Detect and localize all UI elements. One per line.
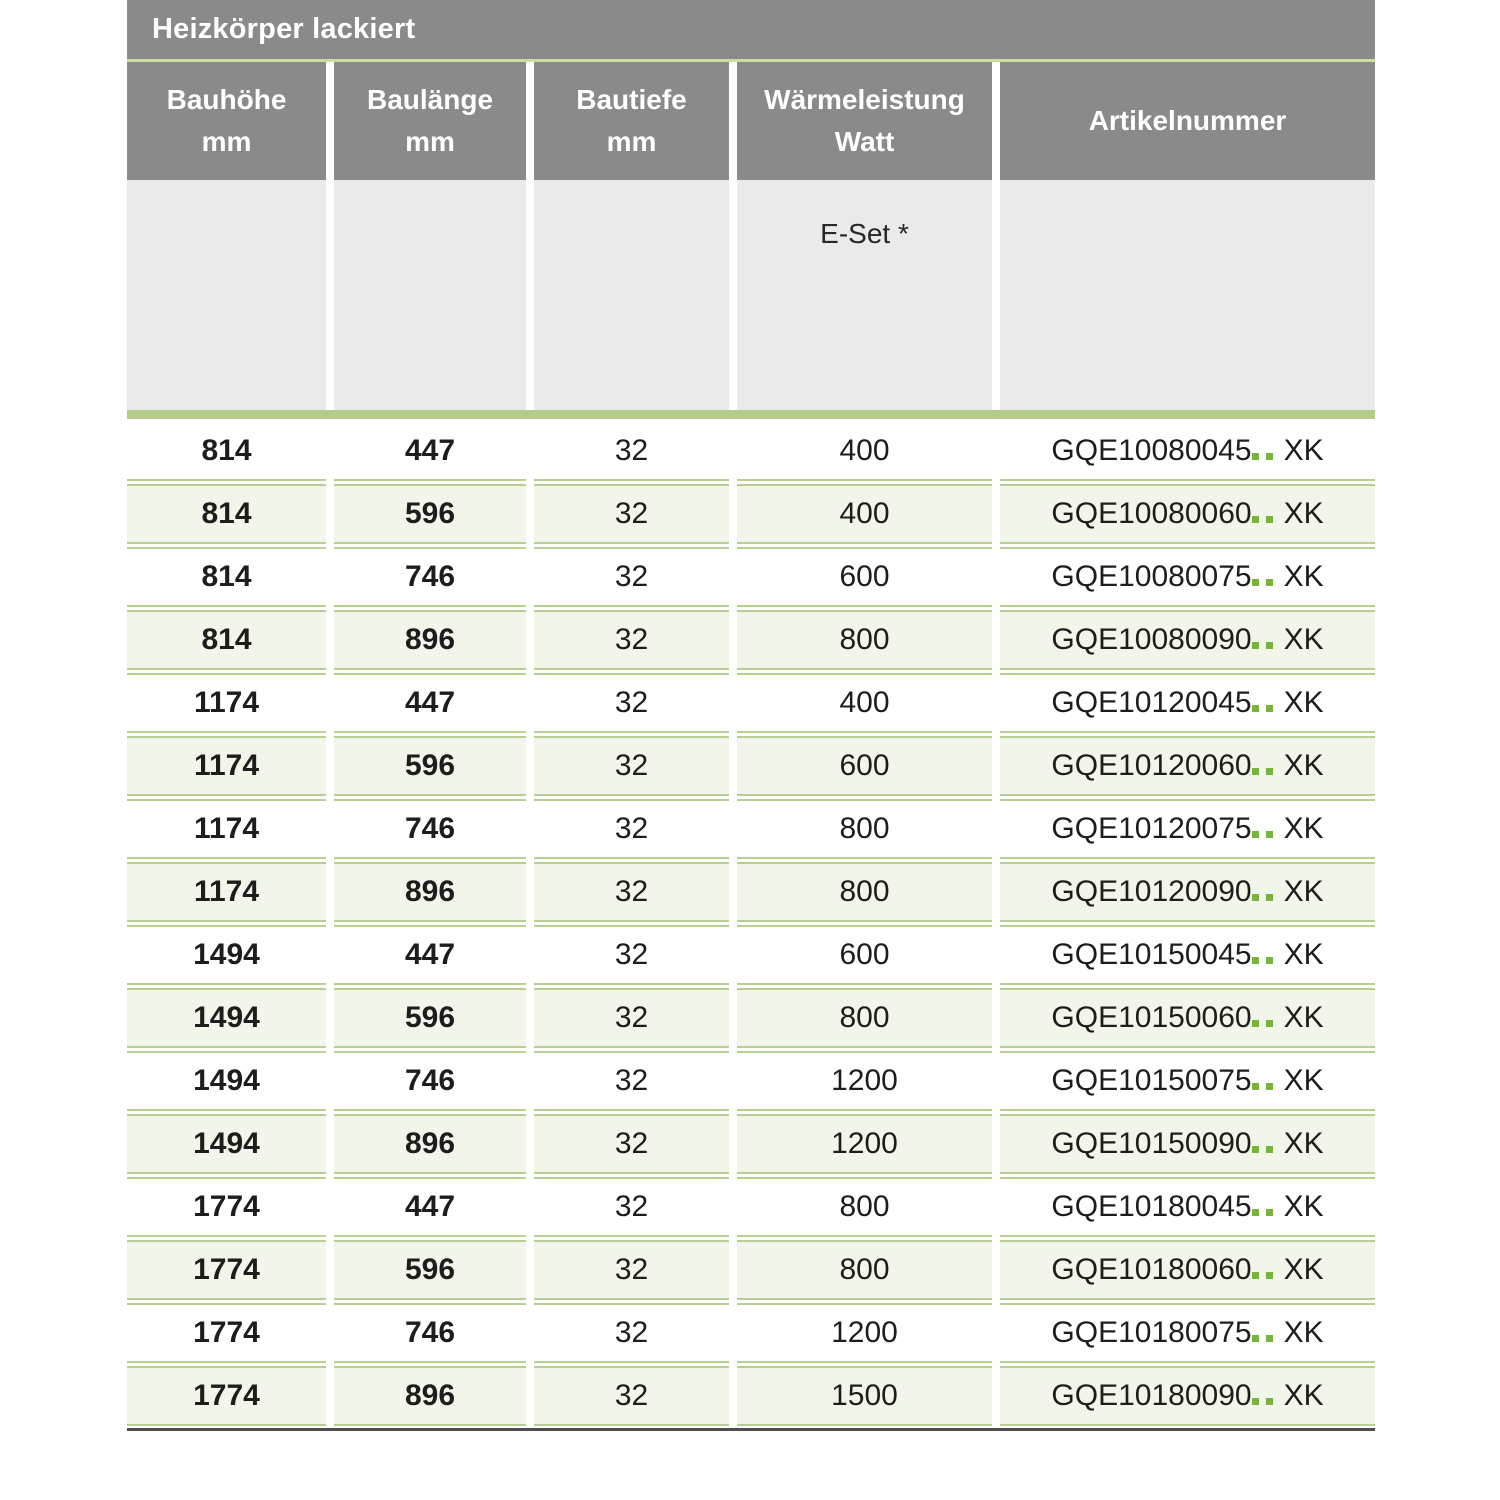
article-number: GQE10180045 XK [1051, 1190, 1324, 1223]
cell-bautiefe: 32 [534, 547, 729, 607]
cell-bautiefe: 32 [534, 673, 729, 733]
table-row [127, 673, 1375, 733]
cell-bauhoehe: 1174 [127, 736, 326, 796]
placeholder-dot-icon [1252, 516, 1259, 523]
cell-baulaenge: 896 [334, 610, 526, 670]
cell-artikelnummer [1000, 1114, 1375, 1174]
cell-waermeleistung: 800 [737, 1177, 992, 1237]
subheader-cell-bauhoehe [127, 180, 326, 410]
header-row [127, 62, 1375, 180]
cell-bauhoehe: 814 [127, 421, 326, 481]
cell-bautiefe: 32 [534, 736, 729, 796]
cell-baulaenge: 746 [334, 1303, 526, 1363]
cell-artikelnummer [1000, 1303, 1375, 1363]
article-number: GQE10120090 XK [1051, 875, 1324, 908]
cell-bautiefe: 32 [534, 1177, 729, 1237]
placeholder-dot-icon [1266, 579, 1273, 586]
cell-waermeleistung: 800 [737, 862, 992, 922]
cell-artikelnummer [1000, 421, 1375, 481]
article-number: GQE10080045 XK [1051, 434, 1324, 467]
cell-bauhoehe: 1174 [127, 862, 326, 922]
cell-baulaenge: 596 [334, 736, 526, 796]
placeholder-dot-icon [1252, 1146, 1259, 1153]
placeholder-dot-icon [1266, 1083, 1273, 1090]
cell-artikelnummer [1000, 1177, 1375, 1237]
cell-baulaenge: 896 [334, 1114, 526, 1174]
table-row [127, 1051, 1375, 1111]
article-number: GQE10120060 XK [1051, 749, 1324, 782]
column-label: Artikelnummer [1088, 105, 1287, 136]
cell-bautiefe: 32 [534, 1240, 729, 1300]
subheader-cell-baulaenge [334, 180, 526, 410]
table-row [127, 547, 1375, 607]
cell-bautiefe: 32 [534, 421, 729, 481]
cell-bauhoehe: 1174 [127, 799, 326, 859]
cell-baulaenge: 447 [334, 1177, 526, 1237]
placeholder-dot-icon [1252, 894, 1259, 901]
cell-waermeleistung: 600 [737, 925, 992, 985]
placeholder-dot-icon [1266, 957, 1273, 964]
cell-bauhoehe: 1774 [127, 1303, 326, 1363]
placeholder-dot-icon [1252, 1335, 1259, 1342]
column-header-artikelnummer [1000, 62, 1375, 180]
article-number: GQE10080075 XK [1051, 560, 1324, 593]
column-header-bautiefe [534, 62, 729, 180]
placeholder-dot-icon [1266, 1335, 1273, 1342]
placeholder-dot-icon [1266, 1020, 1273, 1027]
table-row [127, 1114, 1375, 1174]
cell-baulaenge: 596 [334, 1240, 526, 1300]
column-header-baulaenge [334, 62, 526, 180]
subheader-cell-artikelnummer [1000, 180, 1375, 410]
cell-baulaenge: 596 [334, 484, 526, 544]
placeholder-dot-icon [1266, 1209, 1273, 1216]
table-row [127, 988, 1375, 1048]
subheader-cell-bautiefe [534, 180, 729, 410]
cell-artikelnummer [1000, 1051, 1375, 1111]
cell-bauhoehe: 814 [127, 484, 326, 544]
placeholder-dot-icon [1252, 579, 1259, 586]
cell-baulaenge: 896 [334, 862, 526, 922]
placeholder-dot-icon [1266, 516, 1273, 523]
article-number: GQE10120045 XK [1051, 686, 1324, 719]
cell-artikelnummer [1000, 547, 1375, 607]
cell-waermeleistung: 400 [737, 484, 992, 544]
product-spec-table [127, 0, 1375, 1431]
cell-artikelnummer [1000, 925, 1375, 985]
cell-waermeleistung: 1500 [737, 1366, 992, 1426]
placeholder-dot-icon [1252, 957, 1259, 964]
eset-label: E-Set * [820, 218, 909, 249]
table-row [127, 1240, 1375, 1300]
placeholder-dot-icon [1266, 894, 1273, 901]
column-label: Wärmeleistung [764, 84, 965, 115]
cell-artikelnummer [1000, 988, 1375, 1048]
cell-bauhoehe: 1494 [127, 925, 326, 985]
article-number: GQE10180060 XK [1051, 1253, 1324, 1286]
table-body [127, 421, 1375, 1426]
table-row [127, 925, 1375, 985]
cell-waermeleistung: 400 [737, 421, 992, 481]
cell-baulaenge: 596 [334, 988, 526, 1048]
table-bottom-rule [127, 1428, 1375, 1431]
placeholder-dot-icon [1252, 1209, 1259, 1216]
cell-waermeleistung: 800 [737, 988, 992, 1048]
cell-bauhoehe: 1774 [127, 1177, 326, 1237]
cell-baulaenge: 447 [334, 673, 526, 733]
column-unit: mm [201, 126, 252, 157]
cell-artikelnummer [1000, 1240, 1375, 1300]
placeholder-dot-icon [1266, 705, 1273, 712]
cell-bautiefe: 32 [534, 925, 729, 985]
table-row [127, 862, 1375, 922]
table-row [127, 799, 1375, 859]
placeholder-dot-icon [1252, 453, 1259, 460]
table-title: Heizkörper lackiert [152, 13, 416, 45]
cell-baulaenge: 746 [334, 547, 526, 607]
article-number: GQE10150045 XK [1051, 938, 1324, 971]
cell-bautiefe: 32 [534, 1366, 729, 1426]
article-number: GQE10150090 XK [1051, 1127, 1324, 1160]
cell-artikelnummer [1000, 484, 1375, 544]
cell-bautiefe: 32 [534, 484, 729, 544]
cell-bauhoehe: 1774 [127, 1240, 326, 1300]
table-row [127, 736, 1375, 796]
header-divider-bar [127, 410, 1375, 419]
placeholder-dot-icon [1252, 1083, 1259, 1090]
cell-baulaenge: 447 [334, 925, 526, 985]
cell-artikelnummer [1000, 736, 1375, 796]
cell-artikelnummer [1000, 1366, 1375, 1426]
subheader-cell-eset [737, 180, 992, 410]
column-label: Bauhöhe [166, 84, 287, 115]
subheader-row [127, 180, 1375, 410]
placeholder-dot-icon [1266, 831, 1273, 838]
cell-bauhoehe: 1174 [127, 673, 326, 733]
article-number: GQE10120075 XK [1051, 812, 1324, 845]
cell-bauhoehe: 1494 [127, 1051, 326, 1111]
placeholder-dot-icon [1266, 1146, 1273, 1153]
cell-bautiefe: 32 [534, 799, 729, 859]
cell-waermeleistung: 1200 [737, 1303, 992, 1363]
cell-waermeleistung: 800 [737, 1240, 992, 1300]
cell-waermeleistung: 600 [737, 736, 992, 796]
placeholder-dot-icon [1252, 1020, 1259, 1027]
cell-bautiefe: 32 [534, 1051, 729, 1111]
placeholder-dot-icon [1266, 642, 1273, 649]
column-unit: mm [405, 126, 455, 157]
cell-artikelnummer [1000, 610, 1375, 670]
placeholder-dot-icon [1266, 1398, 1273, 1405]
article-number: GQE10180075 XK [1051, 1316, 1324, 1349]
cell-waermeleistung: 600 [737, 547, 992, 607]
cell-bauhoehe: 814 [127, 547, 326, 607]
table-row [127, 610, 1375, 670]
table-row [127, 484, 1375, 544]
table-row [127, 1177, 1375, 1237]
table-row [127, 421, 1375, 481]
article-number: GQE10180090 XK [1051, 1379, 1324, 1412]
column-unit: mm [606, 126, 657, 157]
cell-baulaenge: 746 [334, 799, 526, 859]
cell-waermeleistung: 400 [737, 673, 992, 733]
cell-bauhoehe: 1774 [127, 1366, 326, 1426]
column-header-bauhoehe [127, 62, 326, 180]
cell-artikelnummer [1000, 673, 1375, 733]
cell-waermeleistung: 1200 [737, 1051, 992, 1111]
placeholder-dot-icon [1252, 1398, 1259, 1405]
placeholder-dot-icon [1252, 768, 1259, 775]
article-number: GQE10150075 XK [1051, 1064, 1324, 1097]
placeholder-dot-icon [1252, 642, 1259, 649]
placeholder-dot-icon [1266, 1272, 1273, 1279]
cell-bautiefe: 32 [534, 988, 729, 1048]
cell-bautiefe: 32 [534, 862, 729, 922]
article-number: GQE10150060 XK [1051, 1001, 1324, 1034]
cell-waermeleistung: 1200 [737, 1114, 992, 1174]
cell-baulaenge: 896 [334, 1366, 526, 1426]
table-row [127, 1366, 1375, 1426]
placeholder-dot-icon [1252, 1272, 1259, 1279]
column-unit: Watt [834, 126, 895, 157]
column-header-waermeleistung [737, 62, 992, 180]
cell-bauhoehe: 814 [127, 610, 326, 670]
article-number: GQE10080060 XK [1051, 497, 1324, 530]
cell-waermeleistung: 800 [737, 799, 992, 859]
cell-bauhoehe: 1494 [127, 988, 326, 1048]
placeholder-dot-icon [1266, 453, 1273, 460]
cell-bautiefe: 32 [534, 1303, 729, 1363]
cell-artikelnummer [1000, 799, 1375, 859]
cell-baulaenge: 746 [334, 1051, 526, 1111]
table-row [127, 1303, 1375, 1363]
column-label: Baulänge [366, 84, 494, 115]
article-number: GQE10080090 XK [1051, 623, 1324, 656]
cell-bautiefe: 32 [534, 1114, 729, 1174]
placeholder-dot-icon [1266, 768, 1273, 775]
cell-bautiefe: 32 [534, 610, 729, 670]
placeholder-dot-icon [1252, 705, 1259, 712]
cell-artikelnummer [1000, 862, 1375, 922]
table-title-bar [127, 0, 1375, 62]
placeholder-dot-icon [1252, 831, 1259, 838]
cell-bauhoehe: 1494 [127, 1114, 326, 1174]
cell-baulaenge: 447 [334, 421, 526, 481]
column-label: Bautiefe [576, 84, 687, 115]
cell-waermeleistung: 800 [737, 610, 992, 670]
